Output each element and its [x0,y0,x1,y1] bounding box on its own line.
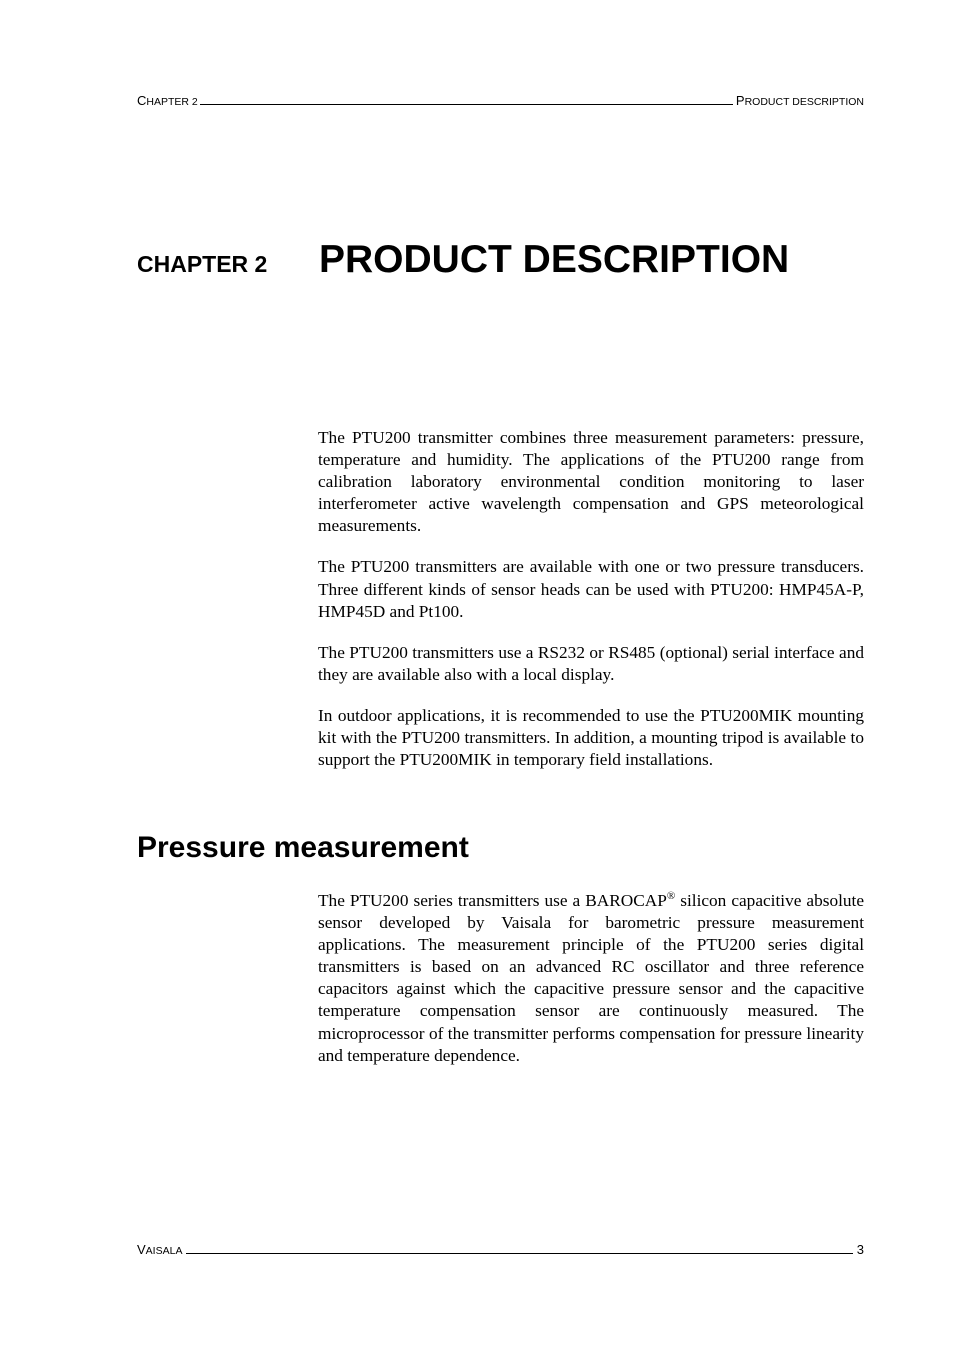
running-footer [137,1239,864,1257]
chapter-title [137,238,864,288]
intro-paragraph: The PTU200 transmitter combines three measurement parameters: pressure, temperature and humidity. The applications of the PTU200 range from calibration laboratory environmental condition monitoring to laser interferometer active wavelength compensation and GPS meteorological measurements. [318,428,864,536]
section-heading: Pressure measurement [137,831,469,864]
header-rule [200,104,733,105]
section-paragraph: The PTU200 series transmitters use a BAROCAP® silicon capacitive absolute sensor developed by Vaisala for barometric pressure measurement applications. The measurement principle of the PTU200 series digital transmitters is based on an advanced RC oscillator and three reference capacitors against which the capacitive pressure sensor and the capacitive temperature compensation sensor are continuously measured. The microprocessor of the transmitter performs compensation for pressure linearity and temperature dependence. [318,890,864,1065]
header-section: PRODUCT DESCRIPTION [735,93,864,108]
chapter-label: CHAPTER 2 [137,251,268,277]
header-chapter: CHAPTER 2 [137,93,198,108]
footer-company: VAISALA [137,1242,183,1257]
intro-paragraph: In outdoor applications, it is recommended to use the PTU200MIK mounting kit with the PTU200 transmitters. In addition, a mounting tripod is available to support the PTU200MIK in temporary field installations. [318,705,864,770]
intro-text [318,427,864,790]
footer-rule [186,1253,852,1254]
chapter-name: PRODUCT DESCRIPTION [319,238,790,281]
intro-paragraph: The PTU200 transmitters use a RS232 or RS485 (optional) serial interface and they are available also with a local display. [318,642,864,684]
intro-paragraph: The PTU200 transmitters are available with one or two pressure transducers. Three different kinds of sensor heads can be used with PTU200: HMP45A-P, HMP45D and Pt100. [318,557,864,621]
page-number: 3 [856,1242,864,1257]
section-text [318,890,864,1086]
registered-mark: ® [666,890,676,903]
running-header [137,90,864,108]
